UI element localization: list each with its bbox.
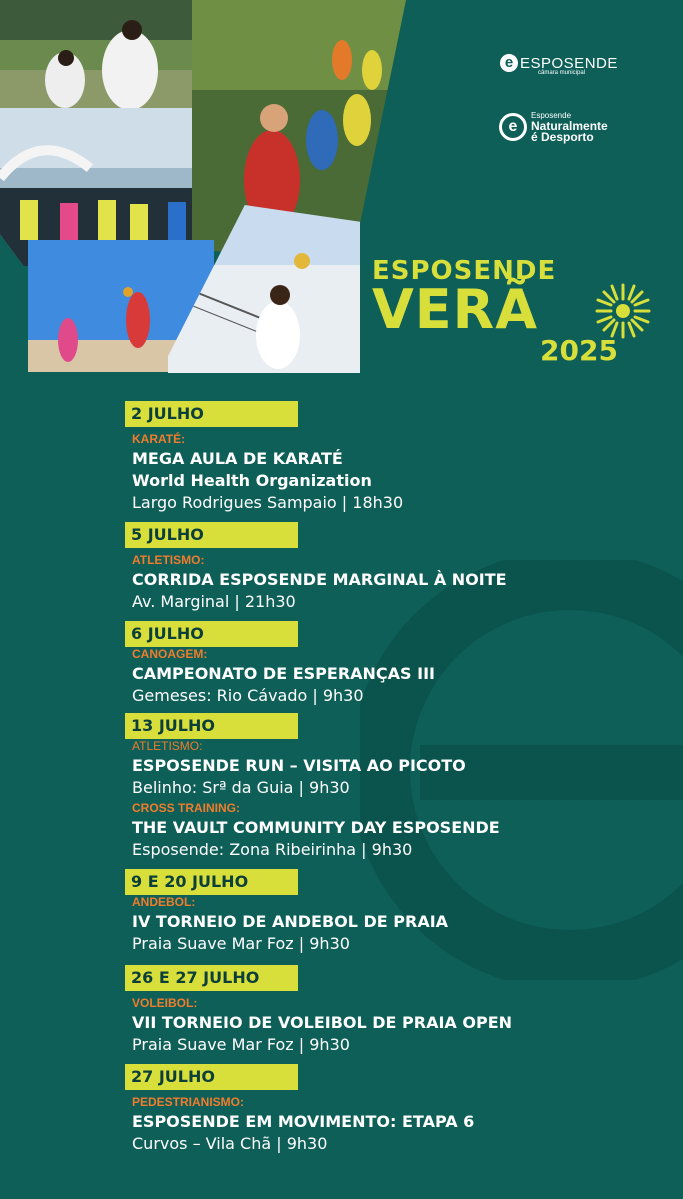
esposende-logo-sub: câmara municipal (538, 70, 586, 76)
event-category: CROSS TRAINING: (132, 801, 240, 815)
esposende-logo-word: ESPOSENDE (520, 54, 618, 72)
title-year: 2025 (540, 334, 618, 367)
event-category: PEDESTRIANISMO: (132, 1095, 245, 1109)
desporto-logo-small: Esposende (531, 111, 572, 120)
event-day (126, 522, 666, 613)
event-title-text: CORRIDA ESPOSENDE MARGINAL À NOITE (132, 570, 507, 589)
event-place: Av. Marginal | 21h30 (132, 592, 296, 611)
event-date: 27 JULHO (125, 1064, 298, 1090)
naturalmente-desporto-logo (499, 110, 608, 143)
event-category: ANDEBOL: (132, 895, 196, 909)
title-line-2: VERÃ (372, 278, 539, 341)
event-title-text: IV TORNEIO DE ANDEBOL DE PRAIA (132, 912, 449, 931)
event-title-text: VII TORNEIO DE VOLEIBOL DE PRAIA OPEN (132, 1013, 513, 1032)
event-category: ATLETISMO: (132, 553, 205, 567)
desporto-logo-line1: Naturalmente (531, 119, 608, 133)
event-place: Praia Suave Mar Foz | 9h30 (132, 1035, 350, 1054)
desporto-logo-line2: é Desporto (531, 130, 594, 144)
event-place: Esposende: Zona Ribeirinha | 9h30 (132, 840, 413, 859)
desporto-logo-icon: e (499, 113, 527, 141)
event-title-text: THE VAULT COMMUNITY DAY ESPOSENDE (132, 818, 500, 837)
event-place: Belinho: Srª da Guia | 9h30 (132, 778, 350, 797)
event-category: KARATÉ: (132, 432, 186, 446)
photo-karate (0, 0, 192, 110)
event-date: 13 JULHO (125, 713, 298, 739)
esposende-logo-icon: e (500, 54, 518, 72)
event-day (126, 1064, 666, 1155)
event-title (372, 256, 662, 368)
event-title-text: CAMPEONATO DE ESPERANÇAS III (132, 664, 435, 683)
event-date: 6 JULHO (125, 621, 298, 647)
event-title-text: ESPOSENDE RUN – VISITA AO PICOTO (132, 756, 466, 775)
title-line-1: ESPOSENDE (372, 256, 557, 286)
event-date: 9 E 20 JULHO (125, 869, 298, 895)
event-day (126, 621, 666, 707)
event-category: CANOAGEM: (132, 647, 208, 661)
event-day (126, 869, 666, 955)
event-title-text: MEGA AULA DE KARATÉ (132, 449, 343, 468)
event-day (126, 713, 666, 861)
event-subtitle: World Health Organization (132, 471, 372, 490)
event-day (126, 401, 666, 514)
event-date: 5 JULHO (125, 522, 298, 548)
event-category: VOLEIBOL: (132, 996, 198, 1010)
event-category: ATLETISMO: (132, 739, 203, 753)
event-list (126, 401, 666, 1155)
event-place: Largo Rodrigues Sampaio | 18h30 (132, 493, 404, 512)
event-day (126, 965, 666, 1056)
event-date: 26 E 27 JULHO (125, 965, 298, 991)
event-place: Curvos – Vila Chã | 9h30 (132, 1134, 328, 1153)
event-place: Gemeses: Rio Cávado | 9h30 (132, 686, 364, 705)
event-date: 2 JULHO (125, 401, 298, 427)
sun-icon (594, 282, 652, 340)
event-title-text: ESPOSENDE EM MOVIMENTO: ETAPA 6 (132, 1112, 475, 1131)
event-place: Praia Suave Mar Foz | 9h30 (132, 934, 350, 953)
